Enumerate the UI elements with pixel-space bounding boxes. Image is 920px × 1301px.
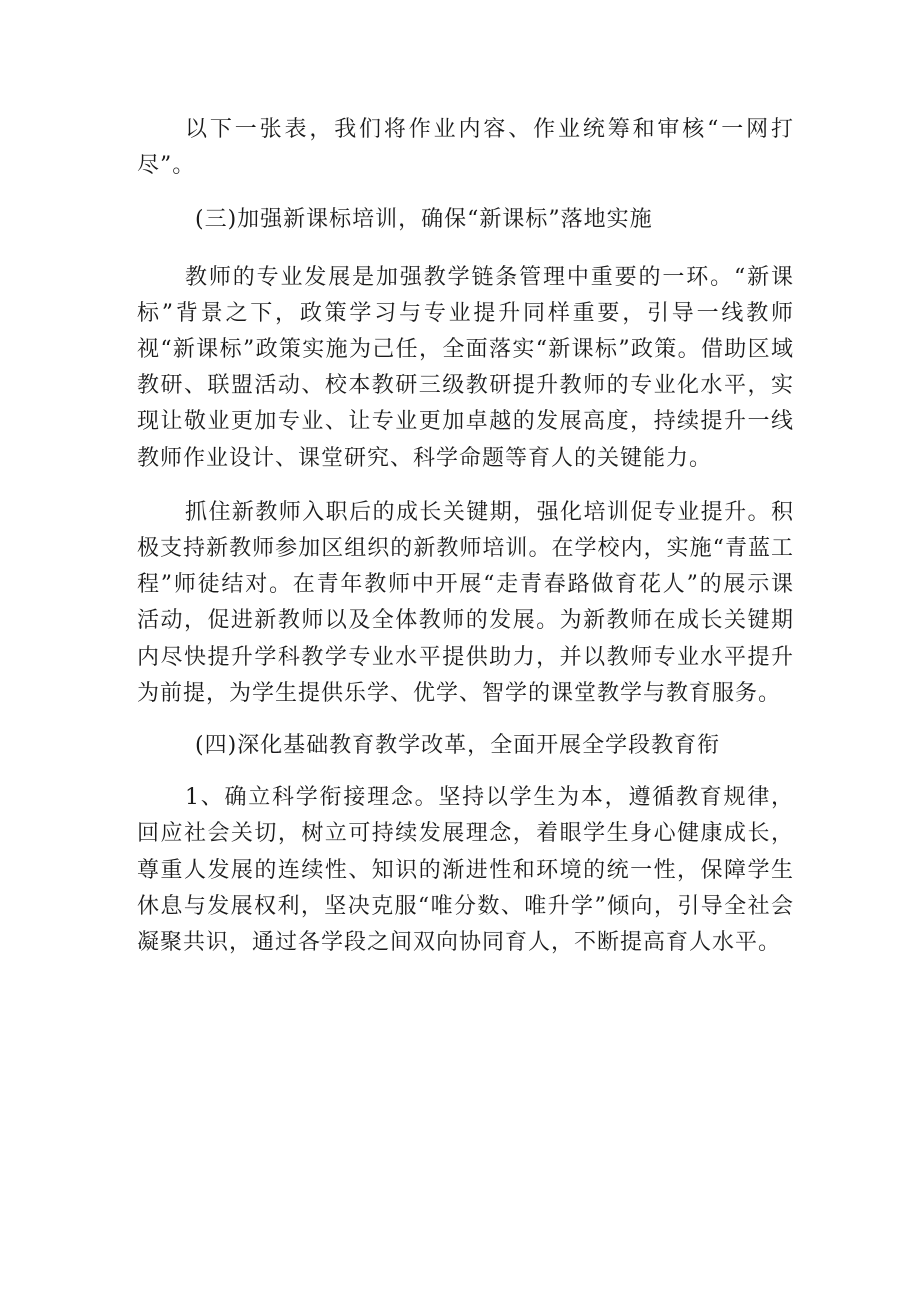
intro-paragraph: 以下一张表，我们将作业内容、作业统筹和审核“一网打尽”。 (137, 117, 794, 179)
section-heading-3: (三)加强新课标培训，确保“新课标”落地实施 (195, 207, 653, 233)
paragraph-transition-concept: 1、确立科学衔接理念。坚持以学生为本，遵循教育规律，回应社会关切，树立可持续发展理念，着眼学生身心健康成长，尊重人发展的连续性、知识的渐进性和环境的统一性，保障学生休息与发展权利，坚决克服“唯分数、唯升学”倾向，引导全社会凝聚共识，通过各学段之间双向协同育人，不断提高育人水平。 (137, 785, 794, 956)
paragraph-new-teacher-training: 抓住新教师入职后的成长关键期，强化培训促专业提升。积极支持新教师参加区组织的新教师培训。在学校内，实施“青蓝工程”师徒结对。在青年教师中开展“走青春路做育花人”的展示课活动，促进新教师以及全体教师的发展。为新教师在成长关键期内尽快提升学科教学专业水平提供助力，并以教师专业水平提升为前提，为学生提供乐学、优学、智学的课堂教学与教育服务。 (137, 499, 794, 706)
document-body (137, 112, 794, 961)
paragraph-teacher-development: 教师的专业发展是加强教学链条管理中重要的一环。“新课标”背景之下，政策学习与专业提升同样重要，引导一线教师视“新课标”政策实施为己任，全面落实“新课标”政策。借助区域教研、联盟活动、校本教研三级教研提升教师的专业化水平，实现让敬业更加专业、让专业更加卓越的发展高度，持续提升一线教师作业设计、课堂研究、科学命题等育人的关键能力。 (137, 264, 794, 471)
section-heading-4: (四)深化基础教育教学改革，全面开展全学段教育衔 (195, 733, 721, 759)
